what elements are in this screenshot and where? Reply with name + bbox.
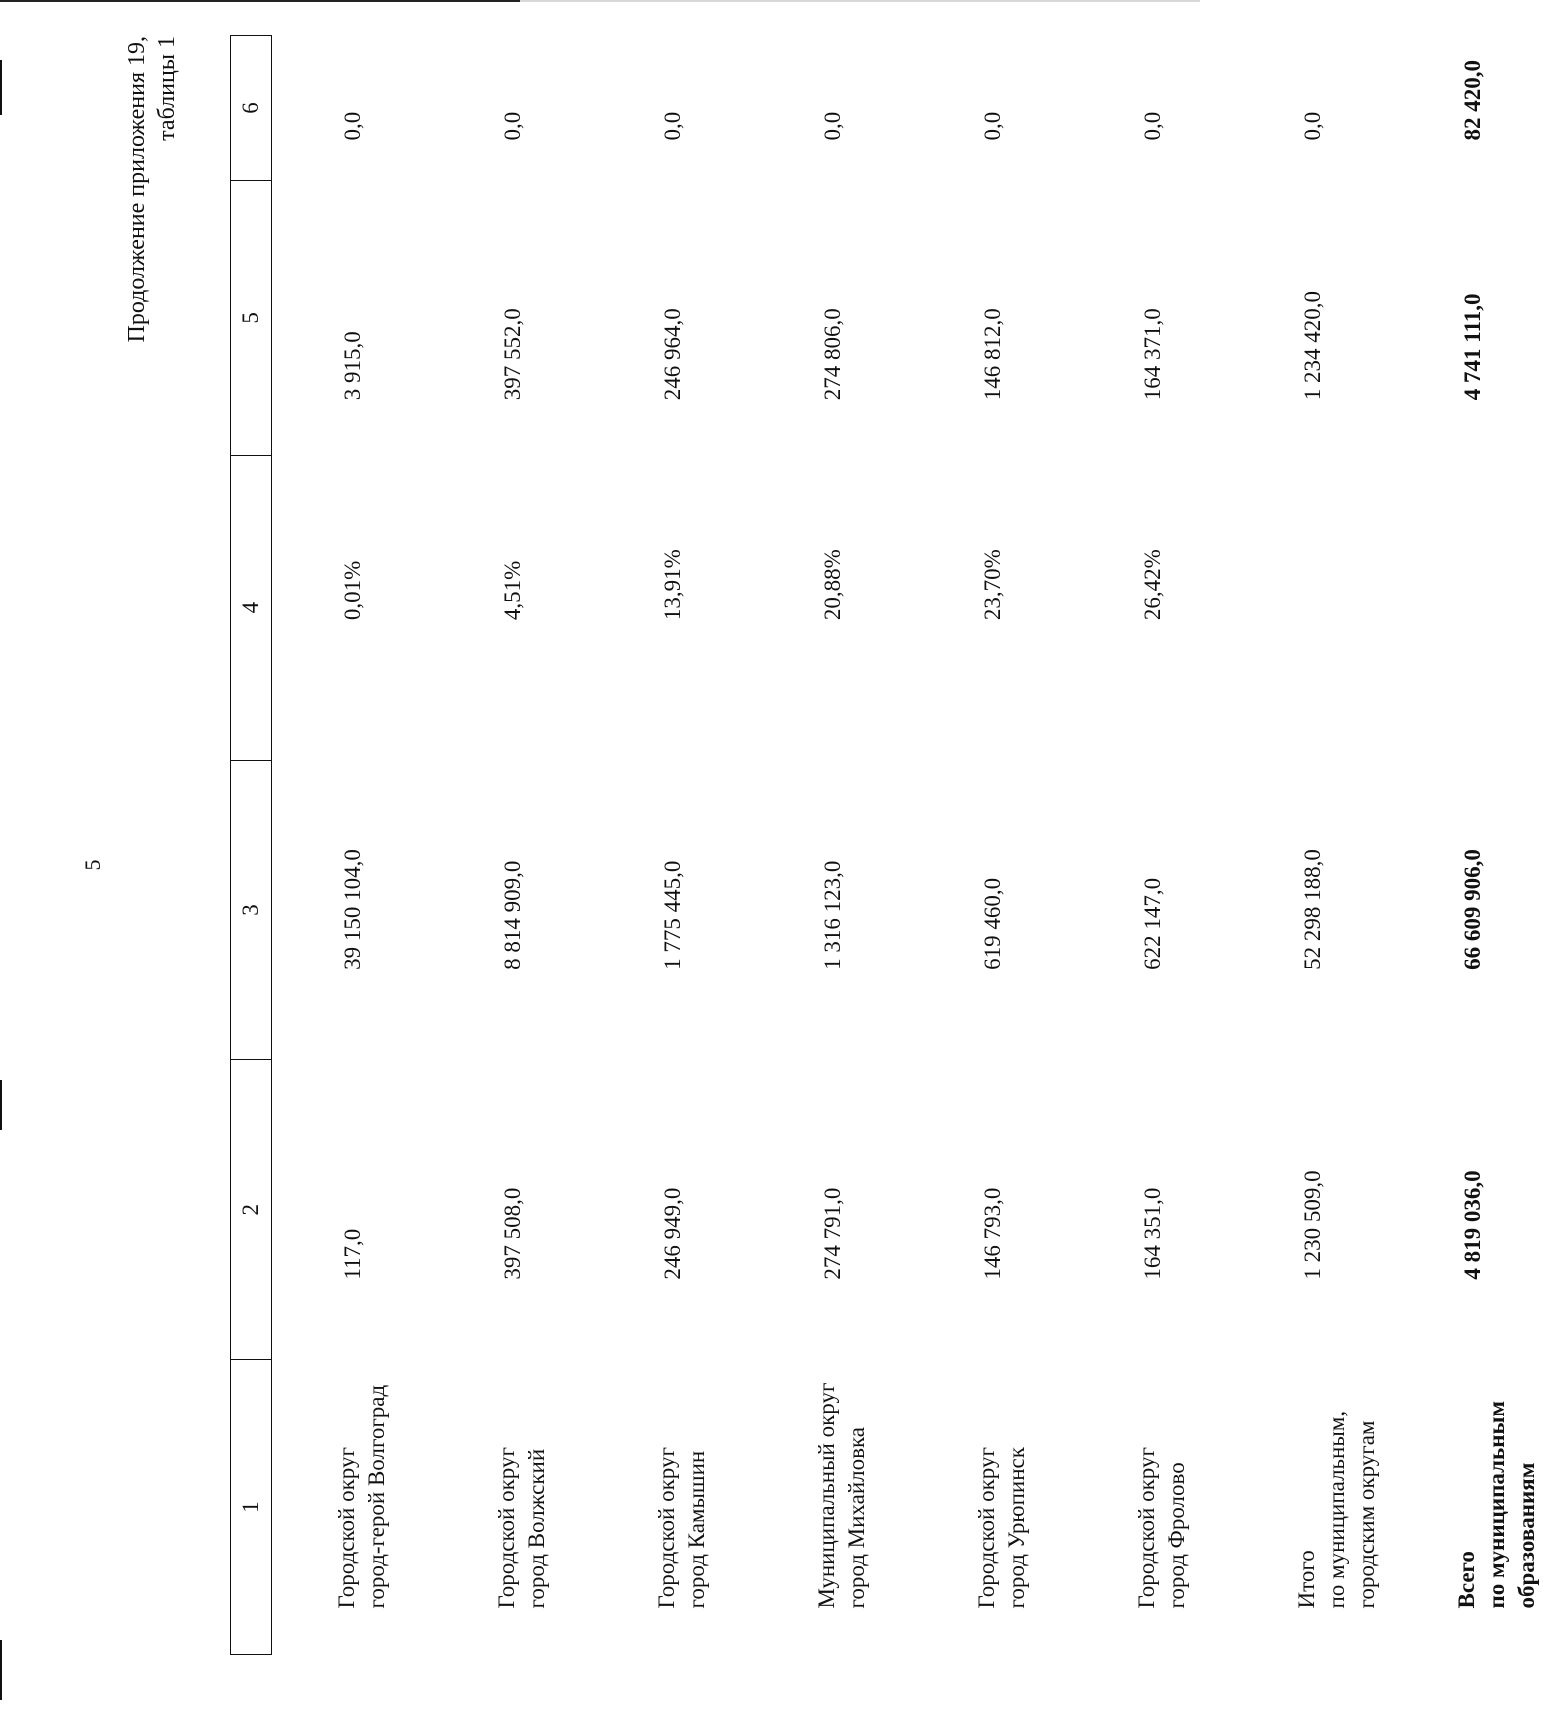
col5-value: 3 915,0 — [340, 331, 365, 401]
row-name-cell — [752, 1360, 912, 1655]
row-name-line: город Волжский — [524, 1448, 549, 1609]
row-name-line: Городской округ — [1134, 1447, 1159, 1609]
col4-value: 4,51% — [500, 560, 525, 621]
row-name-cell — [1232, 1360, 1392, 1655]
col5-value: 164 371,0 — [1140, 308, 1165, 401]
col5-value: 1 234 420,0 — [1300, 290, 1325, 401]
row-name-line: образованиям — [1514, 1462, 1539, 1609]
col4-value — [1232, 455, 1392, 760]
column-header: 5 — [231, 180, 272, 455]
col3-value: 52 298 188,0 — [1300, 849, 1325, 970]
col3-value: 622 147,0 — [1140, 877, 1165, 970]
continuation-line-1: Продолжение приложения 19, — [124, 36, 150, 343]
column-header: 1 — [231, 1360, 272, 1655]
col3-value: 66 609 906,0 — [1460, 849, 1485, 970]
row-name-cell — [432, 1360, 592, 1655]
continuation-note — [122, 36, 182, 342]
row-name-line: Муниципальный округ — [814, 1382, 839, 1609]
table-row — [1392, 36, 1552, 1655]
col3-value: 8 814 909,0 — [500, 860, 525, 970]
col3-value: 39 150 104,0 — [340, 849, 365, 970]
row-name-line: город Урюпинск — [1004, 1447, 1029, 1609]
row-name-cell — [912, 1360, 1072, 1655]
col2-value: 1 230 509,0 — [1300, 1170, 1325, 1280]
column-header: 3 — [231, 760, 272, 1060]
table-row — [1232, 36, 1392, 1655]
col3-value: 1 316 123,0 — [820, 860, 845, 970]
col6-value: 0,0 — [1300, 111, 1325, 141]
page-number: 5 — [80, 859, 105, 871]
col6-value: 0,0 — [660, 111, 685, 141]
table-row — [592, 36, 752, 1655]
col2-value: 117,0 — [340, 1228, 365, 1280]
row-name-cell — [1072, 1360, 1232, 1655]
column-header: 4 — [231, 455, 272, 760]
col2-value: 274 791,0 — [820, 1187, 845, 1280]
col2-value: 246 949,0 — [660, 1187, 685, 1280]
row-name-line: город Камышин — [684, 1450, 709, 1609]
row-name-line: по муниципальным — [1484, 1400, 1509, 1609]
col5-value: 246 964,0 — [660, 308, 685, 401]
col3-value: 619 460,0 — [980, 877, 1005, 970]
col3-value: 1 775 445,0 — [660, 860, 685, 970]
row-name-line: город-герой Волгоград — [364, 1384, 389, 1609]
column-header: 2 — [231, 1060, 272, 1360]
col4-value: 23,70% — [980, 549, 1005, 621]
table-row — [1072, 36, 1232, 1655]
row-name-line: город Михайловка — [844, 1427, 869, 1609]
col4-value — [1392, 455, 1552, 760]
table-row — [752, 36, 912, 1655]
col2-value: 164 351,0 — [1140, 1187, 1165, 1280]
row-name-line: Всего — [1454, 1551, 1479, 1609]
col6-value: 0,0 — [820, 111, 845, 141]
col4-value: 13,91% — [660, 549, 685, 621]
row-name-line: Городской округ — [334, 1447, 359, 1609]
col2-value: 4 819 036,0 — [1460, 1170, 1485, 1280]
row-name-line: по муниципальным, — [1324, 1410, 1349, 1609]
table-row — [432, 36, 592, 1655]
col2-value: 397 508,0 — [500, 1187, 525, 1280]
row-name-cell — [592, 1360, 752, 1655]
row-name-cell — [272, 1360, 433, 1655]
row-name-line: Городской округ — [974, 1447, 999, 1609]
table-row — [272, 36, 433, 1655]
column-header: 6 — [231, 36, 272, 181]
data-table — [230, 35, 1552, 1655]
col2-value: 146 793,0 — [980, 1187, 1005, 1280]
continuation-line-2: таблицы 1 — [154, 36, 180, 141]
col4-value: 26,42% — [1140, 549, 1165, 621]
col6-value: 0,0 — [500, 111, 525, 141]
col6-value: 0,0 — [1140, 111, 1165, 141]
col5-value: 397 552,0 — [500, 308, 525, 401]
col5-value: 146 812,0 — [980, 308, 1005, 401]
table-header-row — [231, 36, 272, 1655]
col6-value: 0,0 — [980, 111, 1005, 141]
col4-value: 20,88% — [820, 549, 845, 621]
row-name-line: городским округам — [1354, 1420, 1379, 1609]
row-name-line: Городской округ — [654, 1447, 679, 1609]
row-name-line: город Фролово — [1164, 1462, 1189, 1609]
row-name-line: Итого — [1294, 1550, 1319, 1609]
col5-value: 4 741 111,0 — [1460, 293, 1485, 401]
col6-value: 0,0 — [340, 111, 365, 141]
row-name-line: Городской округ — [494, 1447, 519, 1609]
table-row — [912, 36, 1072, 1655]
col6-value: 82 420,0 — [1460, 59, 1485, 141]
col5-value: 274 806,0 — [820, 308, 845, 401]
row-name-cell — [1392, 1360, 1552, 1655]
col4-value: 0,01% — [340, 560, 365, 621]
